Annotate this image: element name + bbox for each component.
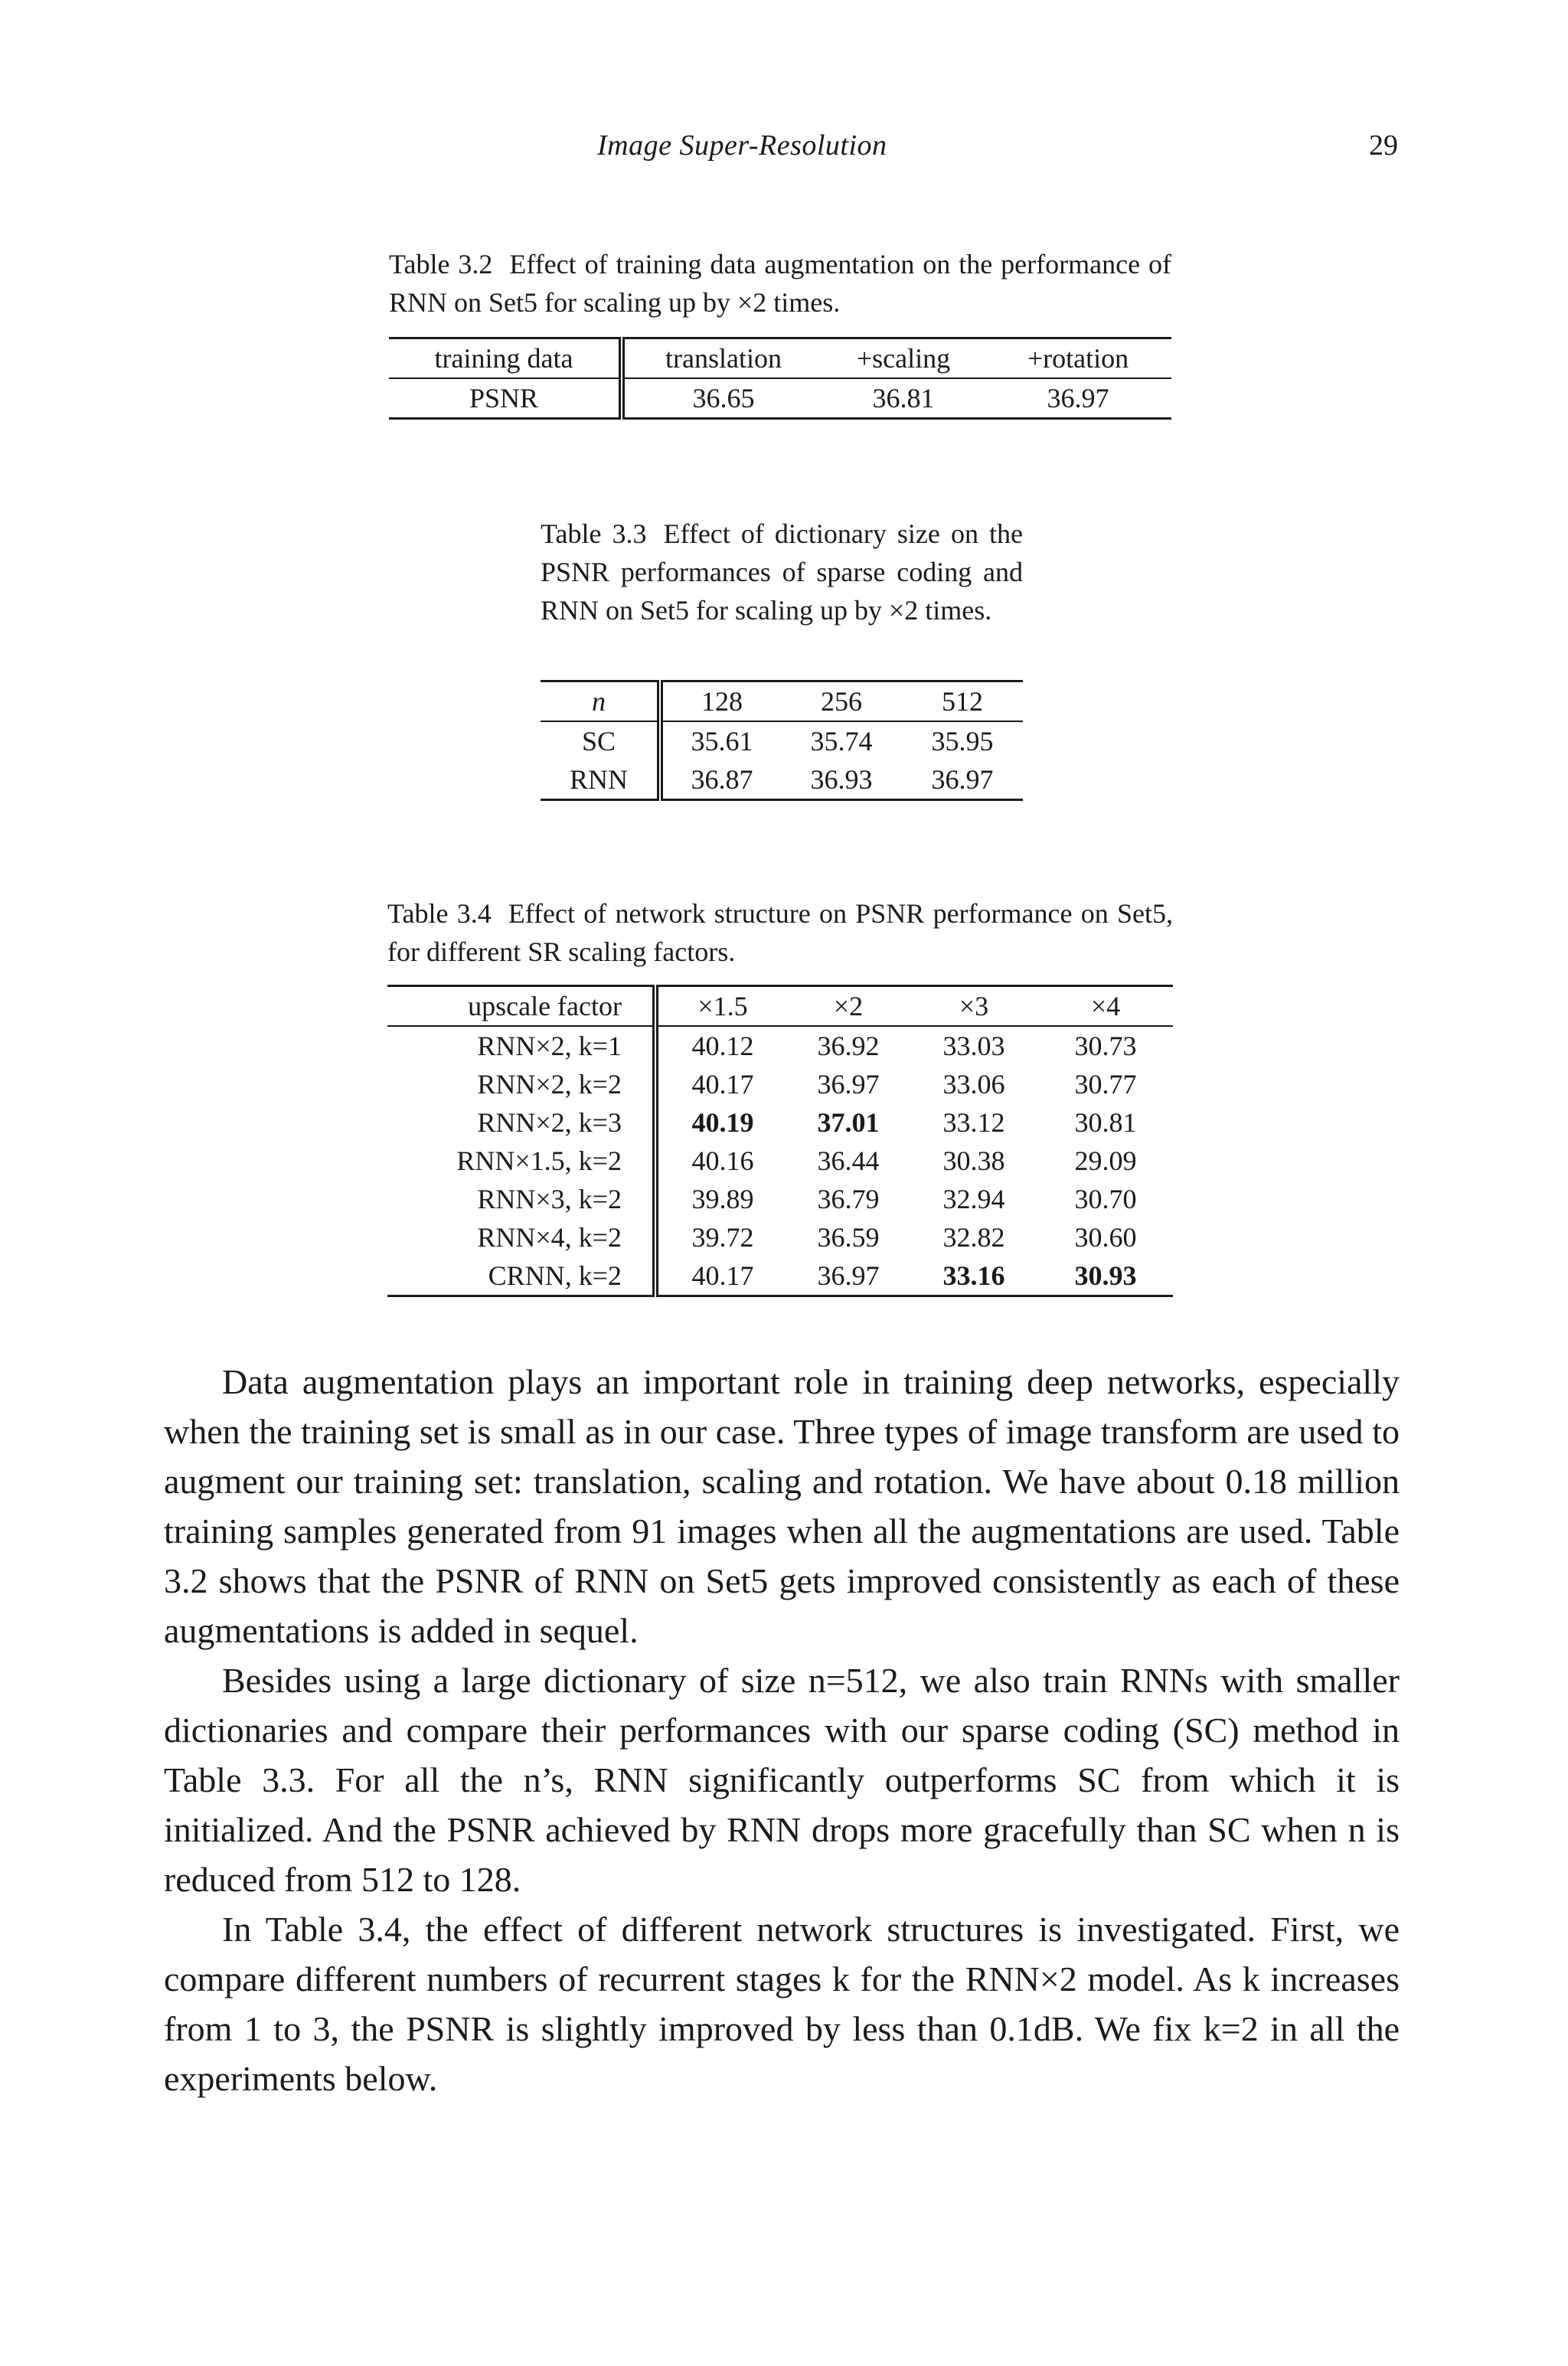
header-cell: +scaling [822, 338, 985, 379]
header-cell: +rotation [985, 338, 1171, 379]
table-cell: 36.81 [822, 378, 985, 419]
table-cell: 36.92 [817, 1031, 880, 1061]
table-cell: 36.93 [781, 760, 902, 800]
table-row [387, 1257, 1173, 1296]
row-label-cell: RNN [541, 760, 660, 800]
table-cell: 36.79 [817, 1184, 880, 1214]
table-cell: 30.73 [1074, 1031, 1137, 1061]
table-3-4-caption-text: Effect of network structure on PSNR performance on Set5, for different SR scaling factors. [387, 898, 1173, 967]
table-cell: 40.17 [655, 1257, 787, 1296]
header-cell: translation [622, 338, 822, 379]
table-row [387, 1103, 1173, 1142]
table-row [387, 1218, 1173, 1257]
table-cell: 30.81 [1074, 1107, 1137, 1138]
table-cell: 39.89 [691, 1184, 754, 1214]
table-cell: 36.97 [985, 378, 1171, 419]
row-label-cell: RNN×2, k=1 [387, 1026, 655, 1065]
header-cell: upscale factor [387, 986, 655, 1027]
table-cell: 36.44 [817, 1145, 880, 1176]
table-row [387, 1065, 1173, 1103]
body-text [164, 1357, 1400, 2103]
table-cell: 33.03 [942, 1031, 1005, 1061]
table-cell: 30.77 [1074, 1069, 1137, 1100]
table-cell: 40.19 [691, 1107, 754, 1138]
table-cell: 35.95 [931, 726, 994, 757]
table-cell: 33.12 [942, 1107, 1005, 1138]
header-cell: ×3 [910, 986, 1038, 1027]
table-cell: 40.17 [691, 1069, 754, 1100]
row-label-cell: RNN×2, k=3 [387, 1103, 655, 1142]
table-cell: 30.70 [1074, 1184, 1137, 1214]
table-3-2 [389, 337, 1171, 420]
row-label-cell: RNN×4, k=2 [387, 1218, 655, 1257]
table-cell: 29.09 [1074, 1145, 1137, 1176]
paragraph: Besides using a large dictionary of size n=512, we also train RNNs with smaller dictionaries and compare their performances with our sparse coding (SC) method in Table 3.3. For all the n’s, RNN significantly outperforms SC from which it is initialized. And the PSNR achieved by RNN drops more gracefully than SC when n is reduced from 512 to 128. [164, 1661, 1400, 1899]
table-3-3 [541, 680, 1023, 801]
table-header-row [387, 986, 1173, 1027]
table-cell: 39.72 [691, 1222, 754, 1253]
header-cell: 128 [660, 681, 781, 722]
table-row [387, 1180, 1173, 1218]
table-cell: 36.59 [817, 1222, 880, 1253]
table-cell: 30.93 [1038, 1257, 1173, 1296]
table-3-4 [387, 985, 1173, 1297]
table-3-4-label: Table 3.4 [387, 898, 492, 929]
table-cell: 33.06 [942, 1069, 1005, 1100]
table-3-2-caption [389, 245, 1171, 322]
row-label-cell: SC [541, 721, 660, 760]
table-cell: 32.94 [942, 1184, 1005, 1214]
header-cell: n [541, 681, 660, 722]
table-row [541, 760, 1023, 800]
row-label-cell: RNN×3, k=2 [387, 1180, 655, 1218]
table-cell: 32.82 [942, 1222, 1005, 1253]
table-cell: 40.16 [691, 1145, 754, 1176]
table-3-3-label: Table 3.3 [541, 518, 647, 549]
header-cell: ×4 [1038, 986, 1173, 1027]
page-number: 29 [1369, 129, 1398, 162]
table-row [541, 721, 1023, 760]
table-row [387, 1026, 1173, 1065]
header-cell: 256 [781, 681, 902, 722]
table-cell: 30.60 [1074, 1222, 1137, 1253]
paragraph: Data augmentation plays an important role in training deep networks, especially when the training set is small as in our case. Three types of image transform are used to augment our training set: translation, scaling and rotation. We have about 0.18 million training samples generated from 91 images when all the augmentations are used. Table 3.2 shows that the PSNR of RNN on Set5 gets improved consistently as each of these augmentations is added in sequel. [164, 1362, 1400, 1650]
table-cell: 36.97 [902, 760, 1023, 800]
header-cell: training data [389, 338, 622, 379]
running-head-title: Image Super-Resolution [597, 129, 887, 162]
table-cell: 36.97 [817, 1069, 880, 1100]
row-label-cell: RNN×2, k=2 [387, 1065, 655, 1103]
table-cell: 35.61 [691, 726, 753, 757]
table-cell: 36.97 [787, 1257, 910, 1296]
table-header-row [389, 338, 1171, 379]
table-cell: 40.12 [691, 1031, 754, 1061]
table-cell: 37.01 [817, 1107, 880, 1138]
table-cell: 30.38 [942, 1145, 1005, 1176]
header-cell: ×1.5 [655, 986, 787, 1027]
row-label-cell: CRNN, k=2 [387, 1257, 655, 1296]
table-header-row [541, 681, 1023, 722]
table-3-2-caption-text: Effect of training data augmentation on the performance of RNN on Set5 for scaling up by ×2 times. [389, 249, 1171, 318]
table-row [387, 1142, 1173, 1180]
table-3-3-caption-text: Effect of dictionary size on the PSNR performances of sparse coding and RNN on Set5 for scaling up by ×2 times. [541, 518, 1024, 626]
table-cell: 35.74 [810, 726, 873, 757]
header-cell: 512 [902, 681, 1023, 722]
row-label-cell: RNN×1.5, k=2 [387, 1142, 655, 1180]
table-cell: 36.87 [660, 760, 781, 800]
table-3-4-caption [387, 894, 1173, 971]
table-3-3-caption [541, 515, 1023, 629]
table-cell: 36.65 [622, 378, 822, 419]
paragraph: In Table 3.4, the effect of different network structures is investigated. First, we compare different numbers of recurrent stages k for the RNN×2 model. As k increases from 1 to 3, the PSNR is slightly improved by less than 0.1dB. We fix k=2 in all the experiments below. [164, 1910, 1400, 2098]
header-cell: ×2 [787, 986, 910, 1027]
table-cell: 33.16 [910, 1257, 1038, 1296]
table-row [389, 378, 1171, 419]
table-3-2-label: Table 3.2 [389, 249, 493, 279]
row-label-cell: PSNR [389, 378, 622, 419]
